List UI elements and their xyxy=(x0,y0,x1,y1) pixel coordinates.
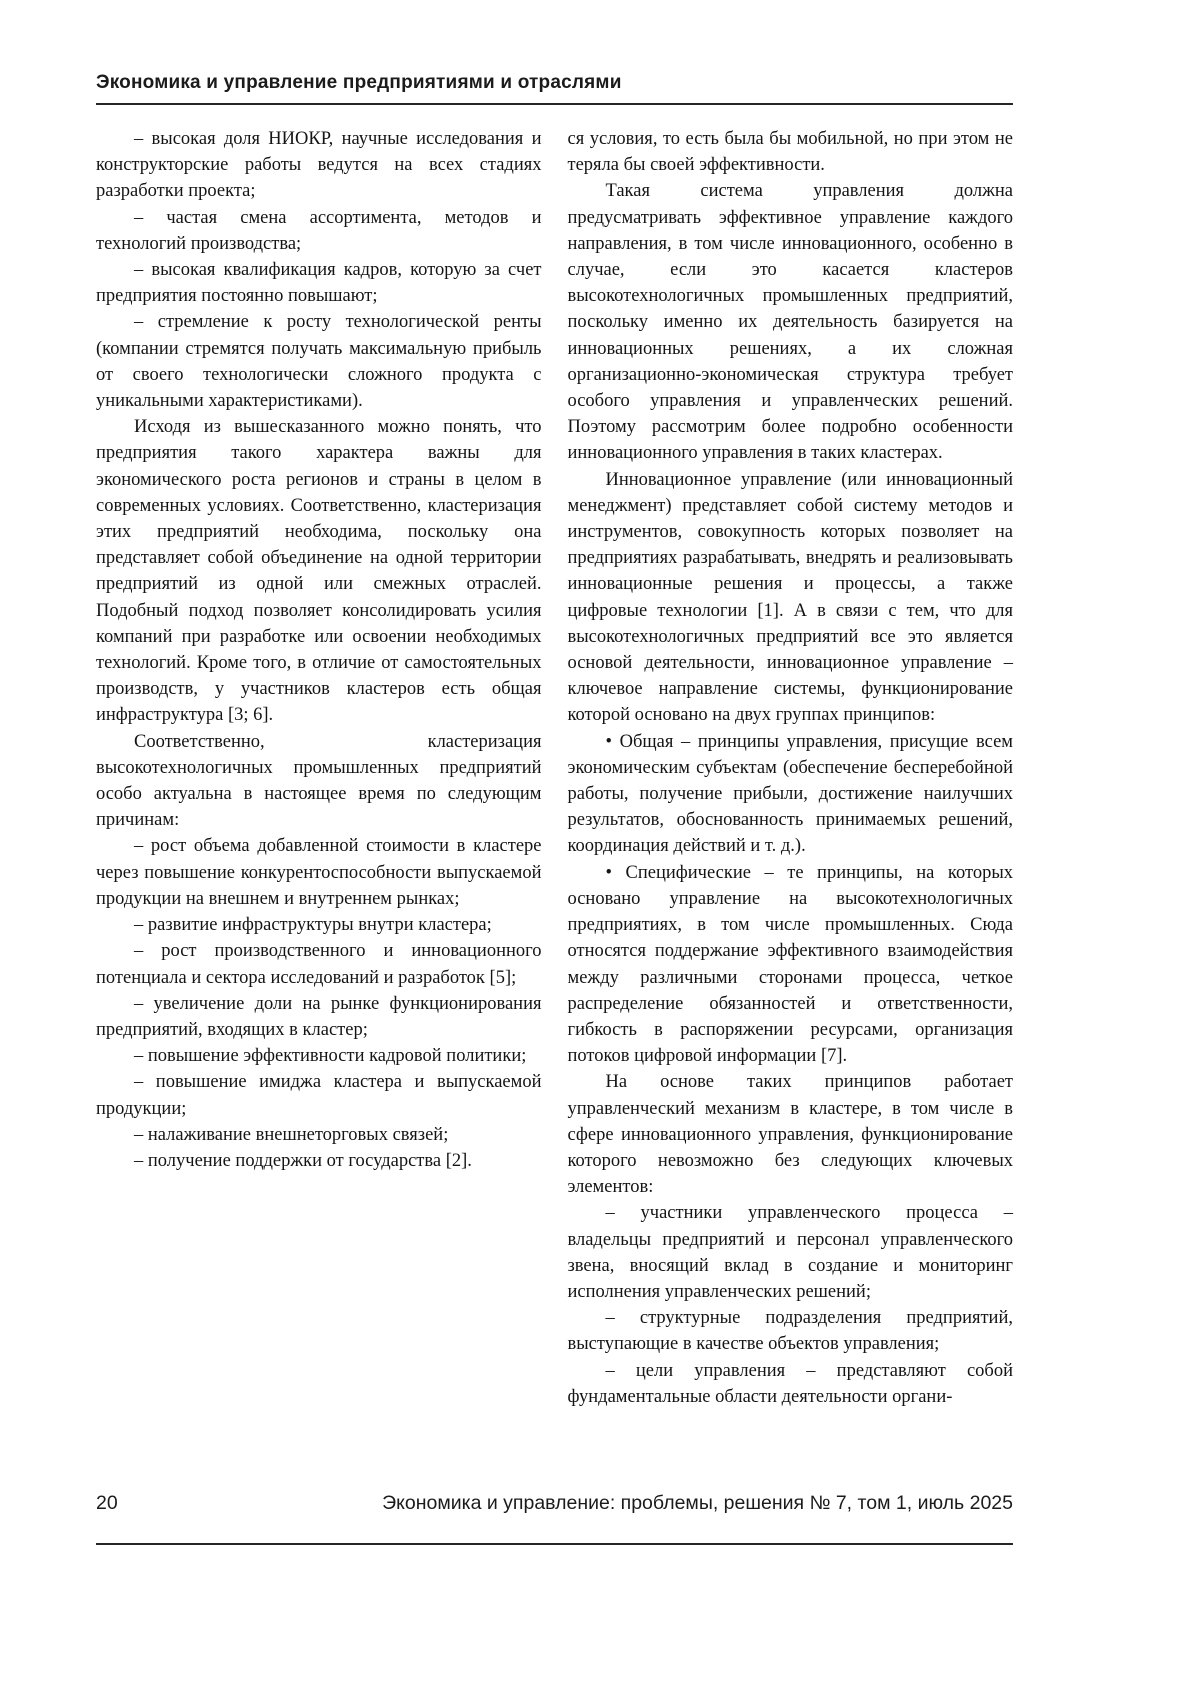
journal-info: Экономика и управление: проблемы, решения № 7, том 1, июль 2025 xyxy=(382,1492,1013,1514)
paragraph-continuation: ся условия, то есть была бы мобильной, но при этом не теряла бы своей эффективности. xyxy=(567,129,1013,176)
list-item: – рост производственного и инновационного потенциала и сектора исследований и разработок [5]; xyxy=(96,941,542,988)
footer-divider xyxy=(96,1543,1013,1545)
list-item: – развитие инфраструктуры внутри кластера; xyxy=(134,915,492,936)
list-item: – высокая квалификация кадров, которую за счет предприятия постоянно повышают; xyxy=(96,260,542,307)
page-number: 20 xyxy=(96,1492,118,1514)
paragraph: Соответственно, кластеризация высокотехнологичных промышленных предприятий особо актуальна в настоящее время по следующим причинам: xyxy=(96,731,542,831)
list-item: – получение поддержки от государства [2]. xyxy=(134,1150,472,1171)
bullet-item: • Общая – принципы управления, присущие всем экономическим субъектам (обеспечение бесперебойной работы, получение прибыли, достижение наилучших результатов, обоснованность принимаемых решений, координация действий и т. д.). xyxy=(567,731,1013,857)
list-item: – повышение эффективности кадровой политики; xyxy=(134,1046,527,1067)
paragraph: Такая система управления должна предусматривать эффективное управление каждого направления, в том числе инновационного, особенно в случае, если это касается кластеров высокотехнологичных промышленных предприятий, поскольку именно их деятельность базируется на инновационных решениях, а их сложная организационно-экономическая структура требует особого управления и управленческих решений. Поэтому рассмотрим более подробно особенности инновационного управления в таких кластерах. xyxy=(567,181,1013,464)
list-item: – цели управления – представляют собой фундаментальные области деятельности органи- xyxy=(567,1360,1013,1407)
list-item: – структурные подразделения предприятий, выступающие в качестве объектов управления; xyxy=(567,1308,1013,1355)
left-column xyxy=(96,126,542,1410)
list-item: – рост объема добавленной стоимости в кластере через повышение конкурентоспособности выпускаемой продукции на внешнем и внутреннем рынках; xyxy=(96,836,542,909)
running-head: Экономика и управление предприятиями и отраслями xyxy=(96,72,622,93)
list-item: – налаживание внешнеторговых связей; xyxy=(134,1124,449,1145)
list-item: – частая смена ассортимента, методов и технологий производства; xyxy=(96,207,542,254)
list-item: – повышение имиджа кластера и выпускаемой продукции; xyxy=(96,1072,542,1119)
paragraph: Исходя из вышесказанного можно понять, что предприятия такого характера важны для экономического роста регионов и страны в целом в современных условиях. Соответственно, кластеризация этих предприятий необходима, поскольку она представляет собой объединение на одной территории предприятий из одной или смежных отраслей. Подобный подход позволяет консолидировать усилия компаний при разработке или освоении необходимых технологий. Кроме того, в отличие от самостоятельных производств, у участников кластеров есть общая инфраструктура [3; 6]. xyxy=(96,417,542,726)
header-divider xyxy=(96,103,1013,105)
list-item: – увеличение доли на рынке функционирования предприятий, входящих в кластер; xyxy=(96,993,542,1040)
page-body xyxy=(96,126,1013,1410)
list-item: – стремление к росту технологической ренты (компании стремятся получать максимальную прибыль от своего технологически сложного продукта с уникальными характеристиками). xyxy=(96,312,542,412)
paragraph: На основе таких принципов работает управленческий механизм в кластере, в том числе в сфере инновационного управления, функционирование которого невозможно без следующих ключевых элементов: xyxy=(567,1072,1013,1198)
bullet-item: • Специфические – те принципы, на которых основано управление на высокотехнологичных предприятиях, в том числе промышленных. Сюда относятся поддержание эффективного взаимодействия между различными сторонами процесса, четкое распределение обязанностей и ответственности, гибкость в распоряжении ресурсами, организация потоков цифровой информации [7]. xyxy=(567,862,1013,1067)
page-footer xyxy=(96,1492,1013,1515)
list-item: – участники управленческого процесса – владельцы предприятий и персонал управленческого звена, вносящий вклад в создание и мониторинг исполнения управленческих решений; xyxy=(567,1203,1013,1302)
list-item: – высокая доля НИОКР, научные исследования и конструкторские работы ведутся на всех стадиях разработки проекта; xyxy=(96,129,542,202)
paragraph: Инновационное управление (или инновационный менеджмент) представляет собой систему методов и инструментов, совокупность которых позволяет на предприятиях разрабатывать, внедрять и реализовывать инновационные решения и процессы, а также цифровые технологии [1]. А в связи с тем, что для высокотехнологичных предприятий все это является основой деятельности, инновационное управление – ключевое направление системы, функционирование которой основано на двух группах принципов: xyxy=(567,469,1013,726)
right-column xyxy=(568,126,1014,1410)
